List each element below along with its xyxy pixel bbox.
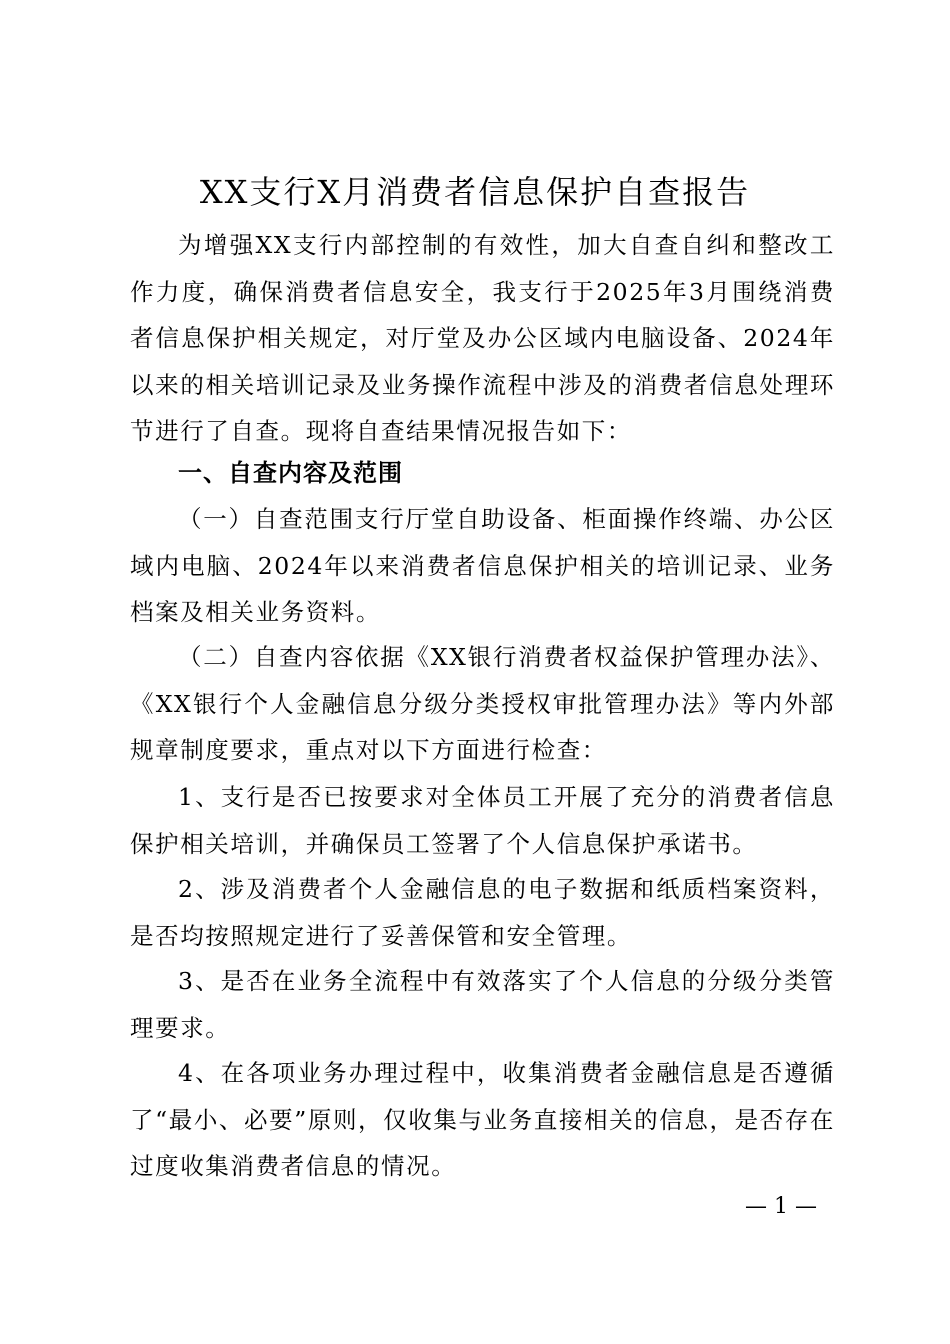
scope-paragraph: （一）自查范围支行厅堂自助设备、柜面操作终端、办公区域内电脑、2024年以来消费者信息保护相关的培训记录、业务档案及相关业务资料。 [130,505,835,626]
document-title: XX支行X月消费者信息保护自查报告 [199,173,751,211]
check-item-1: 1、支行是否已按要求对全体员工开展了充分的消费者信息保护相关培训，并确保员工签署了个人信息保护承诺书。 [130,783,835,858]
check-item-4: 4、在各项业务办理过程中，收集消费者金融信息是否遵循了“最小、必要”原则，仅收集与业务直接相关的信息，是否存在过度收集消费者信息的情况。 [130,1059,835,1180]
section-heading: 一、自查内容及范围 [178,459,403,487]
basis-paragraph: （二）自查内容依据《XX银行消费者权益保护管理办法》、《XX银行个人金融信息分级分类授权审批管理办法》等内外部规章制度要求，重点对以下方面进行检查： [130,643,835,764]
check-item-3: 3、是否在业务全流程中有效落实了个人信息的分级分类管理要求。 [130,967,835,1042]
page-number: — 1 — [745,1194,817,1219]
check-item-2: 2、涉及消费者个人金融信息的电子数据和纸质档案资料，是否均按照规定进行了妥善保管和安全管理。 [130,875,835,950]
intro-paragraph: 为增强XX支行内部控制的有效性，加大自查自纠和整改工作力度，确保消费者信息安全，我支行于2025年3月围绕消费者信息保护相关规定，对厅堂及办公区域内电脑设备、2024年以来的相关培训记录及业务操作流程中涉及的消费者信息处理环节进行了自查。现将自查结果情况报告如下： [130,231,835,445]
